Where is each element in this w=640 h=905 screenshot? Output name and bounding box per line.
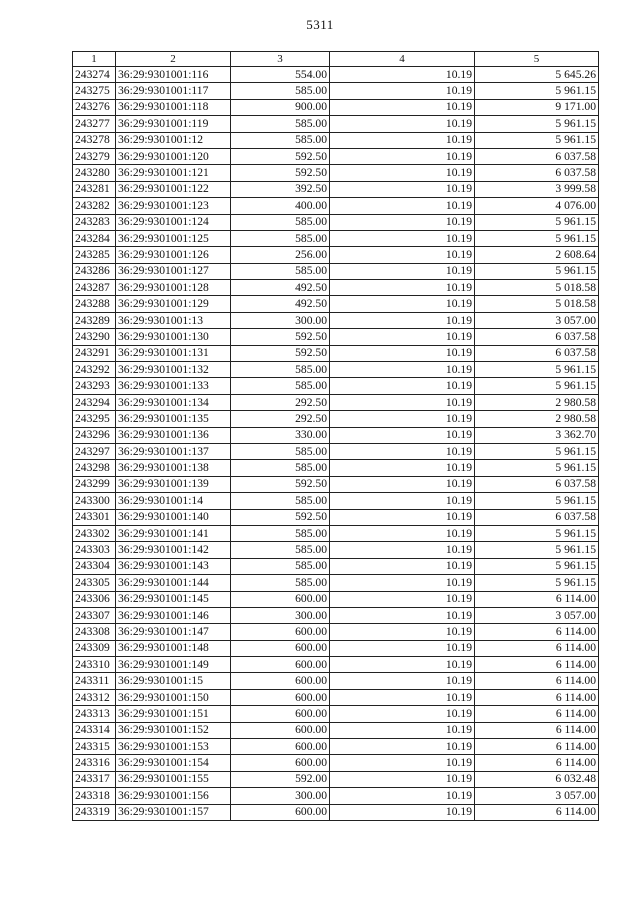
- rate-cell: 10.19: [330, 722, 475, 738]
- cadastral-number-cell: 36:29:9301001:123: [116, 198, 231, 214]
- page-number: 5311: [306, 17, 334, 32]
- row-number-cell: 243310: [73, 657, 116, 673]
- rate-cell: 10.19: [330, 67, 475, 83]
- table-row: [73, 804, 599, 820]
- area-cell: 256.00: [231, 247, 330, 263]
- amount-cell: 2 980.58: [475, 394, 599, 410]
- rate-cell: 10.19: [330, 788, 475, 804]
- rate-cell: 10.19: [330, 198, 475, 214]
- area-cell: 554.00: [231, 67, 330, 83]
- rate-cell: 10.19: [330, 624, 475, 640]
- table-row: [73, 296, 599, 312]
- cadastral-number-cell: 36:29:9301001:126: [116, 247, 231, 263]
- area-cell: 300.00: [231, 312, 330, 328]
- area-cell: 592.50: [231, 329, 330, 345]
- cadastral-number-cell: 36:29:9301001:154: [116, 755, 231, 771]
- row-number-cell: 243298: [73, 460, 116, 476]
- rate-cell: 10.19: [330, 657, 475, 673]
- area-cell: 900.00: [231, 99, 330, 115]
- row-number-cell: 243299: [73, 476, 116, 492]
- column-header-4: 4: [330, 52, 475, 67]
- table-row: [73, 427, 599, 443]
- row-number-cell: 243319: [73, 804, 116, 820]
- amount-cell: 6 037.58: [475, 329, 599, 345]
- cadastral-number-cell: 36:29:9301001:144: [116, 575, 231, 591]
- cadastral-number-cell: 36:29:9301001:139: [116, 476, 231, 492]
- table-row: [73, 329, 599, 345]
- rate-cell: 10.19: [330, 804, 475, 820]
- row-number-cell: 243305: [73, 575, 116, 591]
- row-number-cell: 243285: [73, 247, 116, 263]
- rate-cell: 10.19: [330, 739, 475, 755]
- area-cell: 592.50: [231, 476, 330, 492]
- amount-cell: 6 114.00: [475, 804, 599, 820]
- cadastral-number-cell: 36:29:9301001:130: [116, 329, 231, 345]
- row-number-cell: 243292: [73, 362, 116, 378]
- amount-cell: 6 037.58: [475, 476, 599, 492]
- area-cell: 585.00: [231, 460, 330, 476]
- cadastral-number-cell: 36:29:9301001:142: [116, 542, 231, 558]
- area-cell: 585.00: [231, 263, 330, 279]
- row-number-cell: 243295: [73, 411, 116, 427]
- row-number-cell: 243284: [73, 230, 116, 246]
- table-row: [73, 575, 599, 591]
- area-cell: 585.00: [231, 132, 330, 148]
- table-row: [73, 640, 599, 656]
- row-number-cell: 243281: [73, 181, 116, 197]
- rate-cell: 10.19: [330, 148, 475, 164]
- amount-cell: 5 961.15: [475, 83, 599, 99]
- area-cell: 592.50: [231, 165, 330, 181]
- rate-cell: 10.19: [330, 181, 475, 197]
- cadastral-number-cell: 36:29:9301001:146: [116, 607, 231, 623]
- area-cell: 592.00: [231, 771, 330, 787]
- amount-cell: 3 057.00: [475, 788, 599, 804]
- cadastral-number-cell: 36:29:9301001:128: [116, 280, 231, 296]
- amount-cell: 6 114.00: [475, 689, 599, 705]
- table-row: [73, 476, 599, 492]
- table-row: [73, 99, 599, 115]
- area-cell: 585.00: [231, 230, 330, 246]
- rate-cell: 10.19: [330, 165, 475, 181]
- rate-cell: 10.19: [330, 689, 475, 705]
- area-cell: 585.00: [231, 83, 330, 99]
- amount-cell: 6 114.00: [475, 706, 599, 722]
- row-number-cell: 243314: [73, 722, 116, 738]
- area-cell: 585.00: [231, 116, 330, 132]
- amount-cell: 2 980.58: [475, 411, 599, 427]
- amount-cell: 6 114.00: [475, 722, 599, 738]
- cadastral-number-cell: 36:29:9301001:133: [116, 378, 231, 394]
- area-cell: 292.50: [231, 394, 330, 410]
- amount-cell: 5 961.15: [475, 214, 599, 230]
- rate-cell: 10.19: [330, 607, 475, 623]
- area-cell: 600.00: [231, 591, 330, 607]
- cadastral-number-cell: 36:29:9301001:119: [116, 116, 231, 132]
- cadastral-number-cell: 36:29:9301001:153: [116, 739, 231, 755]
- table-row: [73, 657, 599, 673]
- area-cell: 585.00: [231, 493, 330, 509]
- row-number-cell: 243316: [73, 755, 116, 771]
- cadastral-number-cell: 36:29:9301001:15: [116, 673, 231, 689]
- row-number-cell: 243276: [73, 99, 116, 115]
- amount-cell: 6 037.58: [475, 165, 599, 181]
- table-row: [73, 280, 599, 296]
- amount-cell: 5 961.15: [475, 558, 599, 574]
- table-row: [73, 771, 599, 787]
- area-cell: 292.50: [231, 411, 330, 427]
- row-number-cell: 243291: [73, 345, 116, 361]
- area-cell: 585.00: [231, 542, 330, 558]
- amount-cell: 5 018.58: [475, 280, 599, 296]
- rate-cell: 10.19: [330, 378, 475, 394]
- area-cell: 600.00: [231, 673, 330, 689]
- rate-cell: 10.19: [330, 443, 475, 459]
- cadastral-number-cell: 36:29:9301001:156: [116, 788, 231, 804]
- row-number-cell: 243287: [73, 280, 116, 296]
- amount-cell: 6 114.00: [475, 591, 599, 607]
- amount-cell: 3 362.70: [475, 427, 599, 443]
- area-cell: 585.00: [231, 558, 330, 574]
- table-row: [73, 673, 599, 689]
- table-row: [73, 755, 599, 771]
- cadastral-number-cell: 36:29:9301001:124: [116, 214, 231, 230]
- amount-cell: 3 999.58: [475, 181, 599, 197]
- cadastral-number-cell: 36:29:9301001:135: [116, 411, 231, 427]
- column-header-2: 2: [116, 52, 231, 67]
- rate-cell: 10.19: [330, 476, 475, 492]
- amount-cell: 5 961.15: [475, 575, 599, 591]
- area-cell: 600.00: [231, 722, 330, 738]
- rate-cell: 10.19: [330, 345, 475, 361]
- table-row: [73, 591, 599, 607]
- area-cell: 592.50: [231, 148, 330, 164]
- rate-cell: 10.19: [330, 706, 475, 722]
- cadastral-number-cell: 36:29:9301001:118: [116, 99, 231, 115]
- row-number-cell: 243313: [73, 706, 116, 722]
- cadastral-number-cell: 36:29:9301001:155: [116, 771, 231, 787]
- row-number-cell: 243283: [73, 214, 116, 230]
- table-row: [73, 689, 599, 705]
- cadastral-number-cell: 36:29:9301001:157: [116, 804, 231, 820]
- row-number-cell: 243280: [73, 165, 116, 181]
- table-row: [73, 67, 599, 83]
- amount-cell: 3 057.00: [475, 607, 599, 623]
- amount-cell: 6 037.58: [475, 148, 599, 164]
- table-row: [73, 378, 599, 394]
- cadastral-number-cell: 36:29:9301001:138: [116, 460, 231, 476]
- data-table: [72, 51, 599, 821]
- rate-cell: 10.19: [330, 542, 475, 558]
- rate-cell: 10.19: [330, 591, 475, 607]
- row-number-cell: 243297: [73, 443, 116, 459]
- row-number-cell: 243300: [73, 493, 116, 509]
- column-header-1: 1: [73, 52, 116, 67]
- area-cell: 592.50: [231, 509, 330, 525]
- table-row: [73, 132, 599, 148]
- table-row: [73, 394, 599, 410]
- area-cell: 600.00: [231, 624, 330, 640]
- table-row: [73, 263, 599, 279]
- rate-cell: 10.19: [330, 411, 475, 427]
- row-number-cell: 243302: [73, 525, 116, 541]
- area-cell: 585.00: [231, 525, 330, 541]
- rate-cell: 10.19: [330, 755, 475, 771]
- table-row: [73, 607, 599, 623]
- area-cell: 585.00: [231, 362, 330, 378]
- cadastral-number-cell: 36:29:9301001:121: [116, 165, 231, 181]
- area-cell: 600.00: [231, 689, 330, 705]
- table-row: [73, 558, 599, 574]
- cadastral-number-cell: 36:29:9301001:145: [116, 591, 231, 607]
- cadastral-number-cell: 36:29:9301001:129: [116, 296, 231, 312]
- rate-cell: 10.19: [330, 280, 475, 296]
- table-row: [73, 181, 599, 197]
- cadastral-number-cell: 36:29:9301001:127: [116, 263, 231, 279]
- amount-cell: 5 961.15: [475, 263, 599, 279]
- table-row: [73, 198, 599, 214]
- cadastral-number-cell: 36:29:9301001:147: [116, 624, 231, 640]
- table-row: [73, 247, 599, 263]
- table-row: [73, 362, 599, 378]
- cadastral-number-cell: 36:29:9301001:140: [116, 509, 231, 525]
- amount-cell: 5 961.15: [475, 362, 599, 378]
- area-cell: 585.00: [231, 214, 330, 230]
- table-row: [73, 624, 599, 640]
- row-number-cell: 243317: [73, 771, 116, 787]
- rate-cell: 10.19: [330, 247, 475, 263]
- row-number-cell: 243315: [73, 739, 116, 755]
- cadastral-number-cell: 36:29:9301001:141: [116, 525, 231, 541]
- area-cell: 400.00: [231, 198, 330, 214]
- area-cell: 585.00: [231, 575, 330, 591]
- rate-cell: 10.19: [330, 362, 475, 378]
- row-number-cell: 243275: [73, 83, 116, 99]
- amount-cell: 5 645.26: [475, 67, 599, 83]
- amount-cell: 3 057.00: [475, 312, 599, 328]
- row-number-cell: 243311: [73, 673, 116, 689]
- cadastral-number-cell: 36:29:9301001:149: [116, 657, 231, 673]
- row-number-cell: 243293: [73, 378, 116, 394]
- table-row: [73, 83, 599, 99]
- rate-cell: 10.19: [330, 558, 475, 574]
- cadastral-number-cell: 36:29:9301001:12: [116, 132, 231, 148]
- table-row: [73, 214, 599, 230]
- cadastral-number-cell: 36:29:9301001:150: [116, 689, 231, 705]
- cadastral-number-cell: 36:29:9301001:116: [116, 67, 231, 83]
- row-number-cell: 243289: [73, 312, 116, 328]
- amount-cell: 5 961.15: [475, 525, 599, 541]
- amount-cell: 5 961.15: [475, 443, 599, 459]
- cadastral-number-cell: 36:29:9301001:14: [116, 493, 231, 509]
- row-number-cell: 243312: [73, 689, 116, 705]
- table-row: [73, 443, 599, 459]
- table-row: [73, 706, 599, 722]
- row-number-cell: 243277: [73, 116, 116, 132]
- area-cell: 600.00: [231, 804, 330, 820]
- column-header-3: 3: [231, 52, 330, 67]
- area-cell: 600.00: [231, 739, 330, 755]
- cadastral-number-cell: 36:29:9301001:122: [116, 181, 231, 197]
- row-number-cell: 243288: [73, 296, 116, 312]
- amount-cell: 5 961.15: [475, 132, 599, 148]
- row-number-cell: 243274: [73, 67, 116, 83]
- area-cell: 300.00: [231, 788, 330, 804]
- row-number-cell: 243294: [73, 394, 116, 410]
- amount-cell: 4 076.00: [475, 198, 599, 214]
- cadastral-number-cell: 36:29:9301001:134: [116, 394, 231, 410]
- row-number-cell: 243318: [73, 788, 116, 804]
- rate-cell: 10.19: [330, 771, 475, 787]
- amount-cell: 2 608.64: [475, 247, 599, 263]
- cadastral-number-cell: 36:29:9301001:137: [116, 443, 231, 459]
- amount-cell: 6 114.00: [475, 755, 599, 771]
- table-row: [73, 509, 599, 525]
- area-cell: 600.00: [231, 706, 330, 722]
- rate-cell: 10.19: [330, 509, 475, 525]
- amount-cell: 6 114.00: [475, 640, 599, 656]
- row-number-cell: 243282: [73, 198, 116, 214]
- table-row: [73, 788, 599, 804]
- cadastral-number-cell: 36:29:9301001:136: [116, 427, 231, 443]
- rate-cell: 10.19: [330, 116, 475, 132]
- cadastral-number-cell: 36:29:9301001:13: [116, 312, 231, 328]
- table-row: [73, 542, 599, 558]
- area-cell: 600.00: [231, 640, 330, 656]
- rate-cell: 10.19: [330, 460, 475, 476]
- table-row: [73, 722, 599, 738]
- area-cell: 585.00: [231, 378, 330, 394]
- rate-cell: 10.19: [330, 99, 475, 115]
- amount-cell: 6 114.00: [475, 739, 599, 755]
- amount-cell: 5 961.15: [475, 230, 599, 246]
- cadastral-number-cell: 36:29:9301001:131: [116, 345, 231, 361]
- cadastral-number-cell: 36:29:9301001:117: [116, 83, 231, 99]
- row-number-cell: 243307: [73, 607, 116, 623]
- amount-cell: 6 032.48: [475, 771, 599, 787]
- cadastral-number-cell: 36:29:9301001:132: [116, 362, 231, 378]
- row-number-cell: 243309: [73, 640, 116, 656]
- amount-cell: 5 961.15: [475, 460, 599, 476]
- amount-cell: 6 114.00: [475, 673, 599, 689]
- row-number-cell: 243301: [73, 509, 116, 525]
- area-cell: 585.00: [231, 443, 330, 459]
- area-cell: 300.00: [231, 607, 330, 623]
- row-number-cell: 243286: [73, 263, 116, 279]
- amount-cell: 5 018.58: [475, 296, 599, 312]
- cadastral-number-cell: 36:29:9301001:152: [116, 722, 231, 738]
- area-cell: 492.50: [231, 280, 330, 296]
- table-row: [73, 460, 599, 476]
- rate-cell: 10.19: [330, 214, 475, 230]
- amount-cell: 9 171.00: [475, 99, 599, 115]
- table-row: [73, 345, 599, 361]
- rate-cell: 10.19: [330, 493, 475, 509]
- row-number-cell: 243304: [73, 558, 116, 574]
- rate-cell: 10.19: [330, 640, 475, 656]
- rate-cell: 10.19: [330, 83, 475, 99]
- amount-cell: 6 037.58: [475, 345, 599, 361]
- cadastral-number-cell: 36:29:9301001:125: [116, 230, 231, 246]
- rate-cell: 10.19: [330, 394, 475, 410]
- amount-cell: 5 961.15: [475, 493, 599, 509]
- rate-cell: 10.19: [330, 296, 475, 312]
- table-row: [73, 165, 599, 181]
- amount-cell: 5 961.15: [475, 378, 599, 394]
- area-cell: 492.50: [231, 296, 330, 312]
- amount-cell: 5 961.15: [475, 116, 599, 132]
- area-cell: 392.50: [231, 181, 330, 197]
- row-number-cell: 243279: [73, 148, 116, 164]
- row-number-cell: 243296: [73, 427, 116, 443]
- area-cell: 600.00: [231, 755, 330, 771]
- cadastral-number-cell: 36:29:9301001:148: [116, 640, 231, 656]
- table-row: [73, 116, 599, 132]
- rate-cell: 10.19: [330, 263, 475, 279]
- area-cell: 330.00: [231, 427, 330, 443]
- amount-cell: 5 961.15: [475, 542, 599, 558]
- table-row: [73, 148, 599, 164]
- rate-cell: 10.19: [330, 575, 475, 591]
- rate-cell: 10.19: [330, 329, 475, 345]
- area-cell: 592.50: [231, 345, 330, 361]
- amount-cell: 6 037.58: [475, 509, 599, 525]
- area-cell: 600.00: [231, 657, 330, 673]
- table-row: [73, 312, 599, 328]
- row-number-cell: 243306: [73, 591, 116, 607]
- rate-cell: 10.19: [330, 673, 475, 689]
- table-body: [73, 52, 599, 821]
- header-row: [73, 52, 599, 67]
- rate-cell: 10.19: [330, 230, 475, 246]
- amount-cell: 6 114.00: [475, 657, 599, 673]
- cadastral-number-cell: 36:29:9301001:143: [116, 558, 231, 574]
- table-row: [73, 230, 599, 246]
- row-number-cell: 243308: [73, 624, 116, 640]
- row-number-cell: 243278: [73, 132, 116, 148]
- rate-cell: 10.19: [330, 525, 475, 541]
- row-number-cell: 243303: [73, 542, 116, 558]
- cadastral-number-cell: 36:29:9301001:151: [116, 706, 231, 722]
- column-header-5: 5: [475, 52, 599, 67]
- rate-cell: 10.19: [330, 427, 475, 443]
- table-row: [73, 411, 599, 427]
- rate-cell: 10.19: [330, 312, 475, 328]
- table-row: [73, 739, 599, 755]
- cadastral-number-cell: 36:29:9301001:120: [116, 148, 231, 164]
- rate-cell: 10.19: [330, 132, 475, 148]
- table-row: [73, 493, 599, 509]
- amount-cell: 6 114.00: [475, 624, 599, 640]
- table-row: [73, 525, 599, 541]
- row-number-cell: 243290: [73, 329, 116, 345]
